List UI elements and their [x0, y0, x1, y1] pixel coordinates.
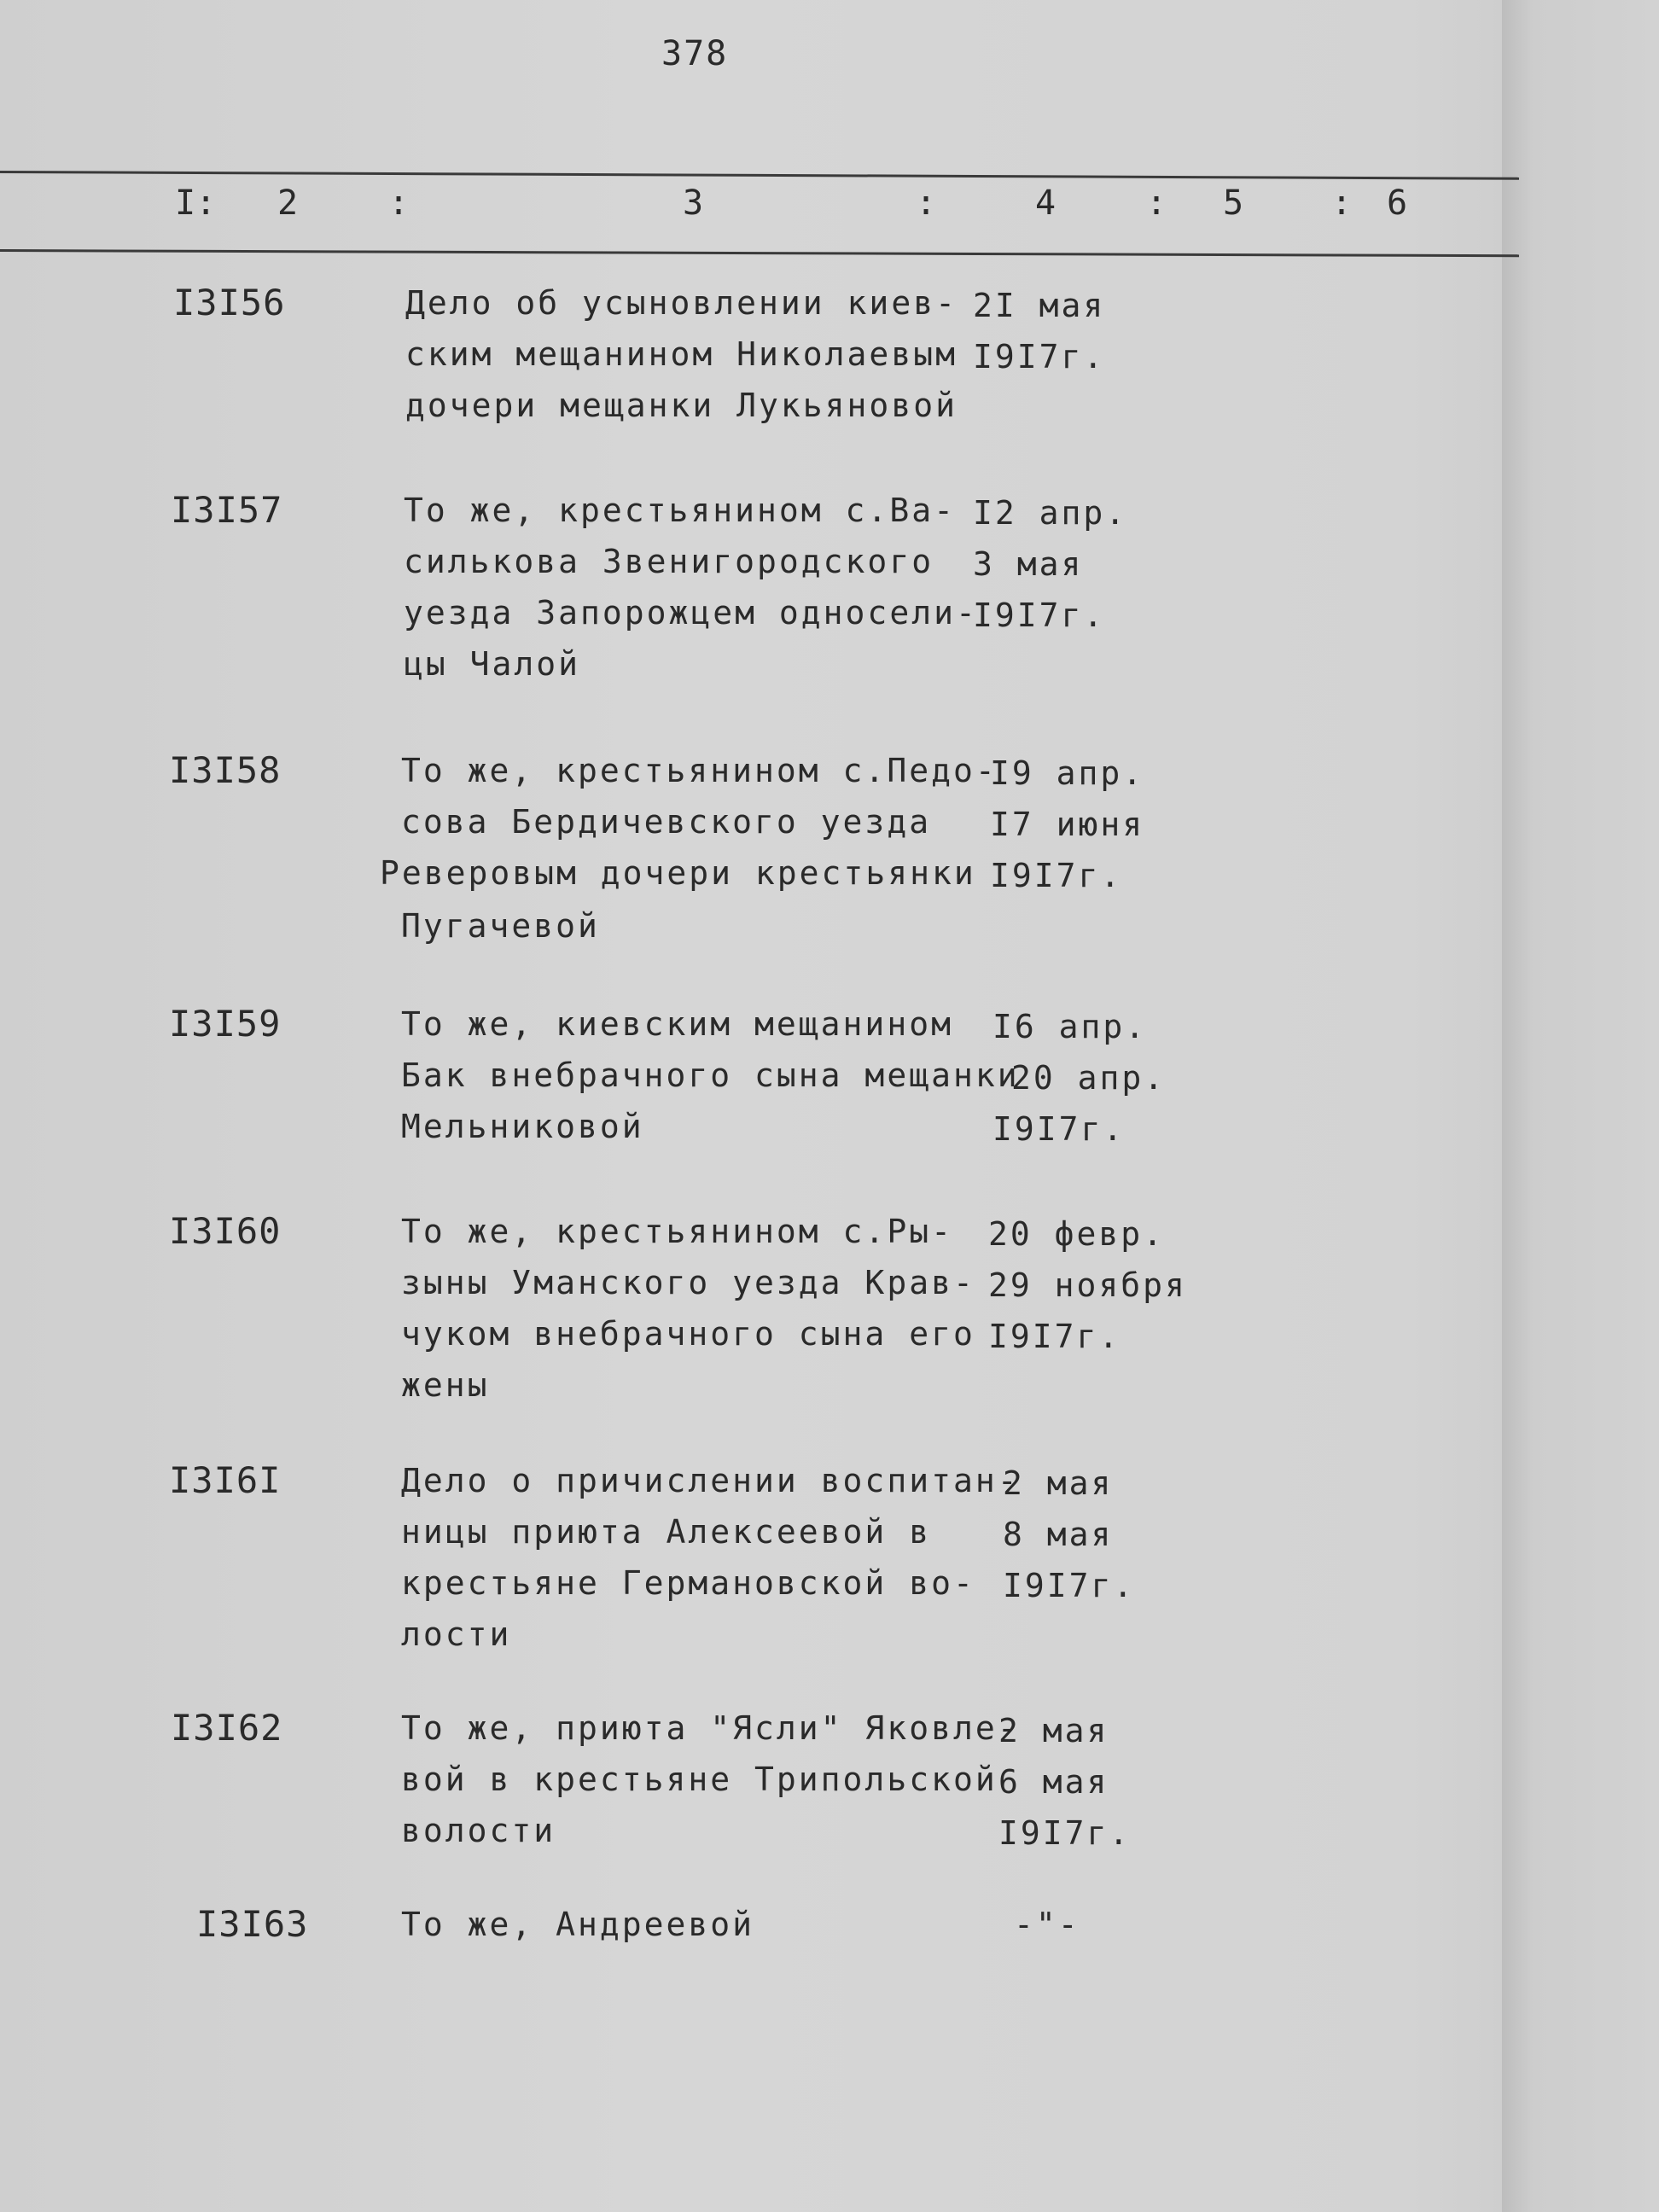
description-line: То же, крестьянином с.Ва- — [404, 492, 956, 529]
entry-description — [401, 998, 1020, 1152]
description-line: волости — [401, 1812, 556, 1849]
description-line: Мельниковой — [401, 1108, 644, 1145]
entry-description — [380, 745, 998, 952]
header-top-rule — [0, 171, 1519, 180]
entry-dates — [990, 748, 1144, 901]
description-line: цы Чалой — [404, 645, 581, 683]
date-line: 20 февр. — [988, 1215, 1166, 1253]
description-line: То же, приюта "Ясли" Яковле- — [401, 1709, 1020, 1747]
description-line: зыны Уманского уезда Крав- — [401, 1264, 975, 1301]
description-line: уезда Запорожцем односели- — [404, 594, 978, 632]
ditto-mark: -"- — [1014, 1906, 1080, 1943]
header-col-3: 3 — [683, 183, 704, 223]
description-line: лости — [401, 1615, 512, 1653]
header-separator-2: : — [916, 183, 937, 223]
entry-number: I3I57 — [171, 489, 283, 531]
header-col-5: 5 — [1223, 183, 1244, 223]
description-line: ским мещанином Николаевым — [405, 335, 958, 373]
header-separator-3: : — [1146, 183, 1167, 223]
entry-description — [405, 277, 958, 431]
entry-dates — [1014, 1899, 1080, 1950]
header-col-1: I: — [175, 183, 217, 223]
entry-dates — [1003, 1458, 1135, 1611]
page-number: 378 — [661, 34, 729, 73]
date-line: I9I7г. — [973, 338, 1106, 375]
date-line: 20 апр. — [1011, 1059, 1167, 1097]
entry-description — [401, 1703, 1020, 1856]
date-line: I9I7г. — [990, 857, 1123, 894]
entry-number: I3I62 — [171, 1707, 283, 1749]
entry-dates — [973, 487, 1127, 641]
description-line: Дело об усыновлении киев- — [405, 284, 958, 322]
description-line: сова Бердичевского уезда — [401, 803, 932, 841]
description-line: То же, крестьянином с.Ры- — [401, 1213, 953, 1250]
header-col-6: 6 — [1387, 183, 1408, 223]
description-line: Пугачевой — [401, 907, 600, 945]
date-line: I9I7г. — [1003, 1567, 1136, 1604]
date-line: I9I7г. — [988, 1318, 1121, 1355]
entry-number: I3I58 — [169, 749, 282, 791]
description-line: Дело о причислении воспитан- — [401, 1462, 1020, 1499]
description-line: вой в крестьяне Трипольской — [401, 1761, 998, 1798]
header-bottom-rule — [0, 249, 1519, 257]
description-line: То же, киевским мещанином — [401, 1005, 953, 1043]
description-line: крестьяне Германовской во- — [401, 1564, 975, 1602]
date-line: I7 июня — [990, 806, 1145, 843]
description-line: жены — [401, 1366, 490, 1404]
header-separator-1: : — [388, 183, 410, 223]
date-line: 29 ноября — [988, 1266, 1187, 1304]
entry-dates — [992, 1001, 1166, 1155]
header-col-2: 2 — [277, 183, 299, 223]
entry-number: I3I59 — [169, 1003, 282, 1045]
entry-number: I3I56 — [173, 282, 286, 323]
date-line: 2 мая — [1003, 1464, 1114, 1502]
header-separator-4: : — [1331, 183, 1353, 223]
date-line: I9I7г. — [998, 1814, 1132, 1852]
date-line: 2I мая — [973, 287, 1106, 324]
date-line: 2 мая — [998, 1712, 1109, 1749]
entry-description — [401, 1206, 975, 1411]
entry-description — [404, 485, 978, 690]
description-line: Бак внебрачного сына мещанки — [401, 1057, 1020, 1094]
entry-dates — [988, 1208, 1187, 1362]
date-line: I2 апр. — [973, 494, 1128, 532]
description-line: силькова Звенигородского — [404, 543, 934, 580]
date-line: 8 мая — [1003, 1516, 1114, 1553]
page-edge-shadow — [1502, 0, 1659, 2212]
description-line: То же, Андреевой — [401, 1906, 755, 1943]
entry-number: I3I60 — [169, 1210, 282, 1252]
entry-number: I3I6I — [169, 1459, 282, 1501]
date-line: 3 мая — [973, 545, 1084, 583]
description-line: дочери мещанки Лукьяновой — [405, 387, 958, 424]
entry-dates — [973, 280, 1105, 382]
description-line: То же, крестьянином с.Педо- — [401, 752, 998, 789]
header-col-4: 4 — [1035, 183, 1057, 223]
date-line: 6 мая — [998, 1763, 1109, 1801]
entry-description — [401, 1899, 754, 1950]
date-line: I9 апр. — [990, 754, 1145, 792]
entry-number: I3I63 — [196, 1903, 309, 1945]
date-line: I9I7г. — [973, 597, 1106, 634]
entry-dates — [998, 1705, 1131, 1859]
description-line: Реверовым дочери крестьянки — [380, 854, 976, 892]
entry-description — [401, 1455, 1020, 1660]
date-line: I6 апр. — [992, 1008, 1148, 1045]
description-line: ницы приюта Алексеевой в — [401, 1513, 932, 1551]
description-line: чуком внебрачного сына его — [401, 1315, 975, 1353]
date-line: I9I7г. — [992, 1110, 1126, 1148]
